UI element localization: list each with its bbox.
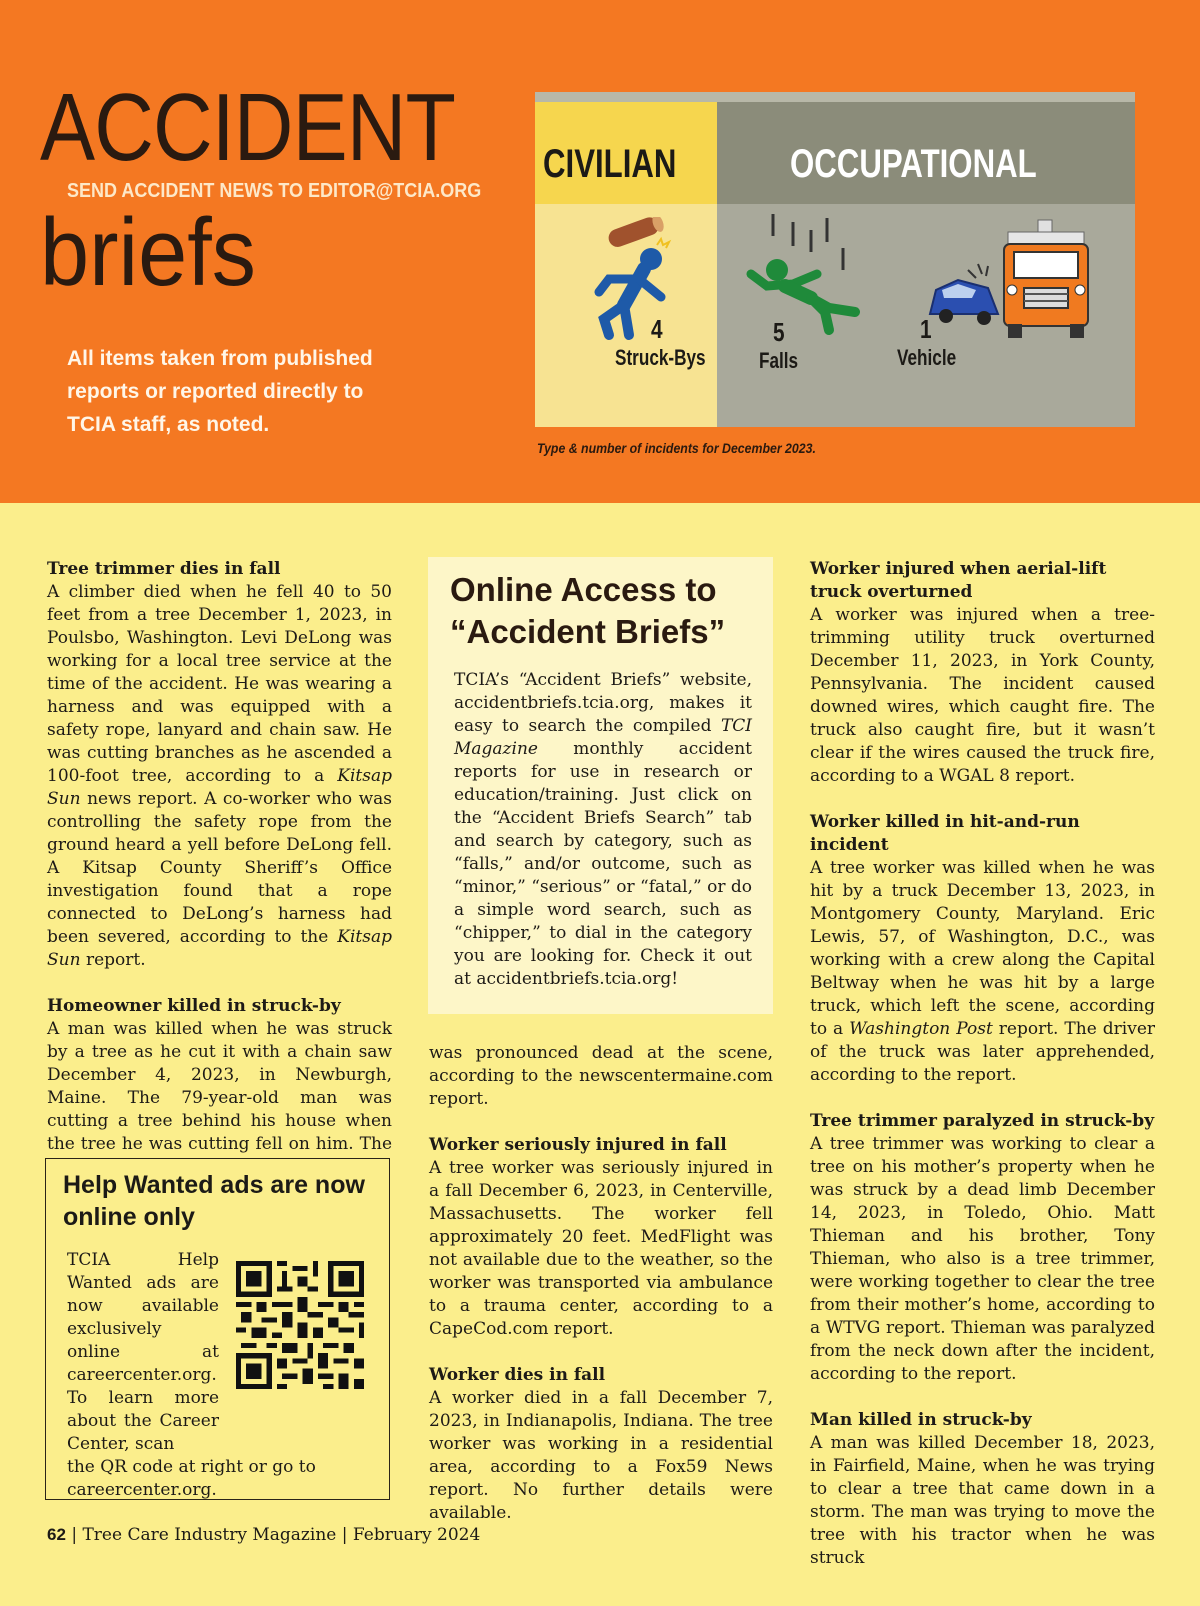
help-wanted-title: Help Wanted ads are now online only [63, 1171, 365, 1231]
article-body: A tree worker was seriously injured in a fall December 6, 2023, in Centerville, Massachusetts. The worker fell approximately 20 feet. MedFlight was not available due to the weather, so the worker was transported via ambulance to a trauma center, according to a CapeCod.com report. [429, 1158, 773, 1339]
vehicle-icon [928, 218, 1098, 343]
article-body: was pronounced dead at the scene, according to the newscentermaine.com report. [429, 1043, 773, 1109]
fall-icon [745, 212, 870, 337]
article-body: A man was killed December 18, 2023, in Fairfield, Maine, when he was trying to clear a tree that came down in a storm. The man was trying to move the tree with his tractor when he was struck [810, 1433, 1155, 1568]
vehicle-count: 1 [920, 314, 932, 344]
page-footer [47, 1525, 480, 1545]
falls-count: 5 [773, 317, 785, 347]
infographic-top-bar [535, 92, 1135, 102]
article-body: A tree worker was killed when he was hit by a truck December 13, 2023, in Montgomery County, Maryland. Eric Lewis, 57, of Washington, D.C., was working with a crew along the Capital Beltway when he was hit by a large truck, which left the scene, according to a Washington Post report. The driver of the truck was later apprehended, according to the report. [810, 858, 1156, 1085]
qr-code[interactable] [236, 1261, 364, 1389]
incident-infographic [535, 92, 1135, 427]
vehicle-label: Vehicle [897, 345, 957, 370]
article-headline: Tree trimmer dies in fall [47, 559, 281, 579]
column-3 [810, 558, 1155, 1570]
help-wanted-text: TCIA Help Wanted ads are now available exclusively online at careercenter.org. To learn more about the Career Center, scan the QR code at right or go to careercenter.org. [67, 1250, 316, 1500]
struck-by-label: Struck-Bys [615, 345, 706, 370]
civilian-label: CIVILIAN [543, 142, 677, 186]
struck-by-count: 4 [651, 314, 663, 344]
publication-name: Tree Care Industry Magazine [82, 1525, 337, 1545]
article-body: A man was killed when he was struck by a tree as he cut it with a chain saw December 4, 2023, in Newburgh, Maine. The 79-year-old man was cutting a tree behind his house when the tree he was cutting fell on him. The [47, 1019, 392, 1154]
online-access-box [428, 557, 773, 1014]
article-body: A climber died when he fell 40 to 50 feet from a tree December 1, 2023, in Poulsbo, Washington. Levi DeLong was working for a local tree service at the time of the accident. He was wearing a harness and was equipped with a safety rope, lanyard and chain saw. He was cutting branches as he ascended a 100-foot tree, according to a Kitsap Sun news report. A co-worker who was controlling the safety rope from the ground heard a yell before DeLong fell. A Kitsap County Sheriff’s Office investigation found that a rope connected to DeLong’s harness had been severed, according to the Kitsap Sun report. [47, 582, 392, 970]
article-headline: Worker seriously injured in fall [429, 1135, 727, 1155]
page-number: 62 [47, 1525, 66, 1544]
article-headline: Worker dies in fall [429, 1365, 606, 1385]
online-access-text: TCIA’s “Accident Briefs” website, accidentbriefs.tcia.org, makes it easy to search the compiled TCI Magazine monthly accident reports for use in research or education/training. Just click on the “Accident Briefs Search” tab and search by category, such as “falls,” and/or outcome, such as “minor,” “serious” or “fatal,” or do a simple word search, such as “chipper,” to dial in the category you are looking for. Check it out at accidentbriefs.tcia.org! [454, 670, 752, 989]
article-body: A worker was injured when a tree-trimming utility truck overturned December 11, 2023, in York County, Pennsylvania. The incident caused downed wires, which caught fire. The truck also caught fire, but it wasn’t clear if the wires caused the truck fire, according to a WGAL 8 report. [810, 605, 1155, 786]
help-wanted-box [45, 1158, 390, 1500]
column-2 [429, 1042, 773, 1525]
infographic-caption: Type & number of incidents for December 2023. [537, 440, 816, 456]
article-body: A worker died in a fall December 7, 2023, in Indianapolis, Indiana. The tree worker was working in a residential area, according to a Fox59 News report. No further details were available. [429, 1388, 773, 1523]
column-1 [47, 558, 392, 1179]
footer-separator: | [341, 1525, 348, 1545]
page-title-briefs: briefs [40, 199, 256, 306]
article-headline: Homeowner killed in struck-by [47, 996, 341, 1016]
page-title-accident: ACCIDENT [40, 74, 456, 181]
online-access-title: Online Access to “Accident Briefs” [450, 571, 726, 650]
occupational-label: OCCUPATIONAL [790, 142, 1037, 186]
send-news-line: SEND ACCIDENT NEWS TO EDITOR@TCIA.ORG [67, 180, 482, 202]
article-body: A tree trimmer was working to clear a tree on his mother’s property when he was struck by a dead limb December 14, 2023, in Toledo, Ohio. Matt Thieman and his brother, Tony Thieman, who also is a tree trimmer, were working together to clear the tree from their mother’s home, according to a WTVG report. Thieman was paralyzed from the neck down after the incident, according to the report. [810, 1134, 1155, 1384]
footer-separator: | [71, 1525, 78, 1545]
issue-date: February 2024 [352, 1525, 481, 1545]
struck-by-icon [569, 217, 689, 342]
header-banner [0, 0, 1200, 503]
article-headline: Man killed in struck-by [810, 1410, 1032, 1430]
article-headline: Worker injured when aerial-lift truck overturned [810, 559, 1107, 602]
falls-label: Falls [759, 348, 799, 373]
intro-text: All items taken from published reports or reported directly to TCIA staff, as noted. [67, 347, 373, 436]
article-headline: Tree trimmer paralyzed in struck-by [810, 1111, 1155, 1131]
article-headline: Worker killed in hit-and-run incident [810, 812, 1080, 855]
